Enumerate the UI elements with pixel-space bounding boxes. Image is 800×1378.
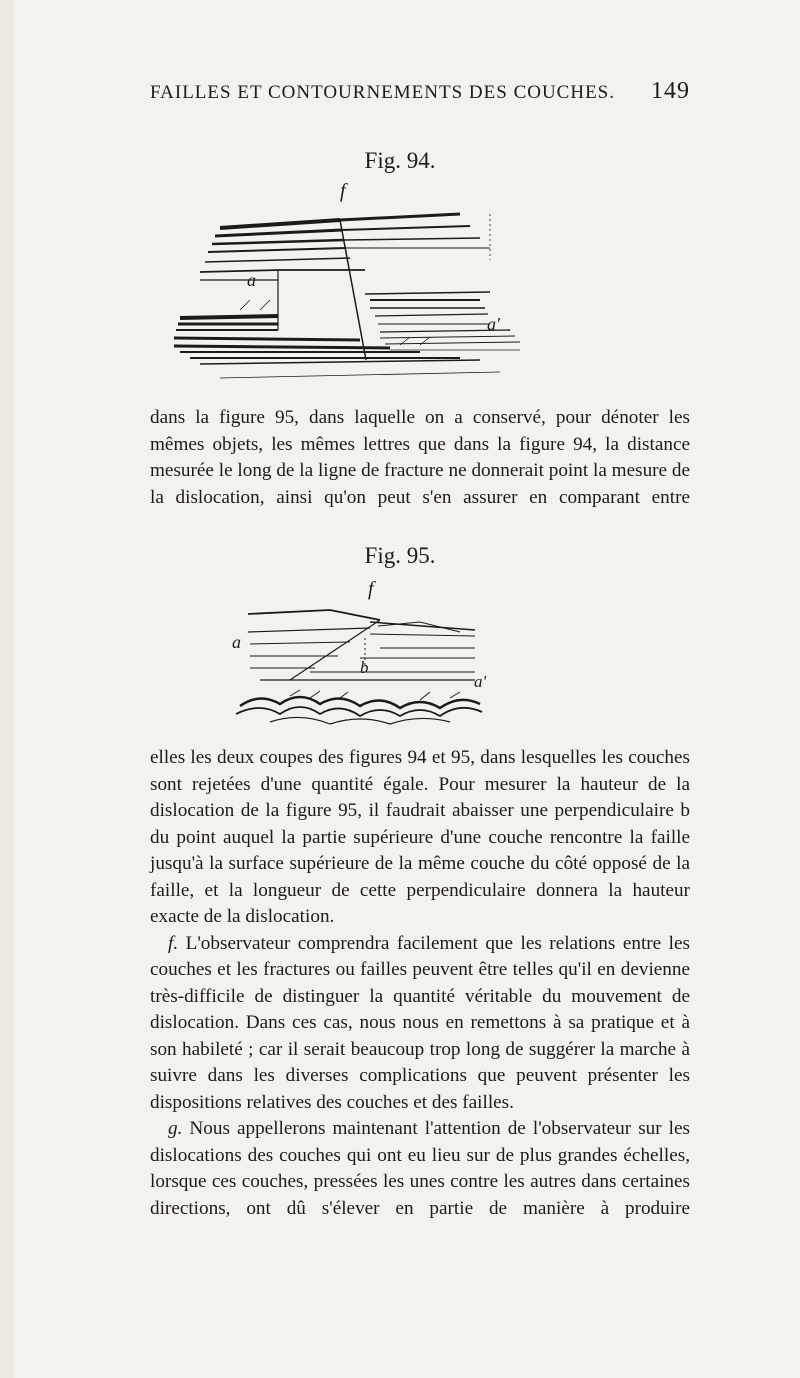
figure-94-caption: Fig. 94. [364, 148, 436, 173]
paragraph-3-text: L'observateur comprendra facilement que les relations entre les couches et les fractures ou failles peuvent être telles qu'il en devienne très-difficile de distinguer la quantité véritable du mouvement de dislocation. Dans ces cas, nous nous en remettons à sa pratique et à son habileté ; car il serait beaucoup trop long de suggérer la marche à suivre dans les diverses complications que peuvent présenter les dispositions relatives des couches et des failles. [150, 932, 690, 1113]
page-number: 149 [651, 78, 690, 104]
running-title: FAILLES ET CONTOURNEMENTS DES COUCHES. [150, 82, 615, 103]
figure-95-label-b: b [360, 658, 369, 677]
figure-94-label-a: a [247, 270, 256, 290]
figure-94-fault-diagram [160, 200, 530, 385]
figure-94-label-a-prime: a' [487, 314, 500, 334]
page-edge-shadow [0, 0, 14, 1378]
figure-95-label-a-prime: a' [474, 672, 487, 691]
paragraph-2-text: elles les deux coupes des figures 94 et 95, dans lesquelles les couches sont rejetées d'une quantité égale. Pour mesurer la hauteur de la dislocation de la figure 95, il faudrait abaisser une perpendiculaire b du point auquel la partie supérieure d'une couche rencontre la faille jusqu'à la surface supérieure de la même couche du côté opposé de la faille, et la longueur de cette perpendiculaire donnera la hauteur exacte de la dislocation. [150, 747, 690, 927]
figure-95-label-a: a [232, 632, 241, 652]
figure-95-label-f: f [368, 578, 374, 600]
body-text-main [150, 745, 690, 1222]
figure-95-caption: Fig. 95. [364, 543, 436, 568]
paragraph-4 [150, 1116, 690, 1222]
paragraph-3 [150, 931, 690, 1117]
figure-94-label-f: f [340, 180, 346, 202]
paragraph-1-text: dans la figure 95, dans laquelle on a conservé, pour dénoter les mêmes objets, les mêmes lettres que dans la figure 94, la distance mesurée le long de la ligne de fracture ne donnerait point la mesure de la dislocation, ainsi qu'on peut s'en assurer en comparant entre [150, 407, 690, 508]
paragraph-1 [150, 405, 690, 511]
paragraph-3-marker: f. [168, 932, 179, 954]
paragraph-4-marker: g. [168, 1118, 183, 1139]
figure-95-fault-diagram [220, 596, 520, 736]
paragraph-4-text: Nous appellerons maintenant l'attention de l'observateur sur les dislocations des couches qui ont eu lieu sur de plus grandes échelles, lorsque ces couches, pressées les unes contre les autres dans certaines directions, ont dû s'élever en partie de manière à produire [150, 1118, 690, 1219]
